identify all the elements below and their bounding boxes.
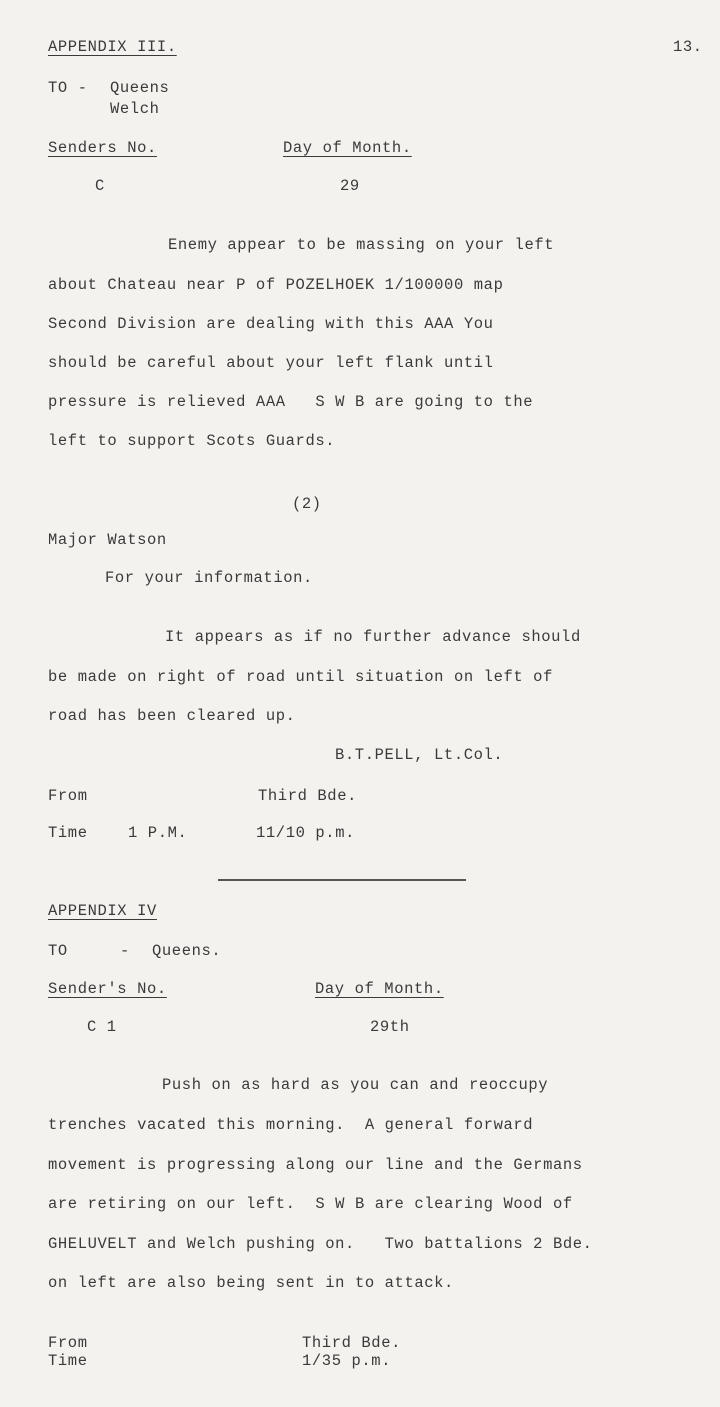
- message-line: left to support Scots Guards.: [48, 432, 336, 450]
- time-value: 1/35 p.m.: [302, 1352, 392, 1370]
- senders-no-label: Sender's No.: [48, 980, 167, 998]
- message-line: pressure is relieved AAA S W B are going to the: [48, 393, 534, 411]
- message-line: Second Division are dealing with this AAA You: [48, 315, 494, 333]
- signature: B.T.PELL, Lt.Col.: [335, 746, 504, 764]
- message-line: be made on right of road until situation on left of: [48, 668, 553, 686]
- senders-no-label: Senders No.: [48, 139, 157, 157]
- page-number: 13.: [673, 38, 703, 56]
- to-label: TO -: [48, 79, 88, 97]
- time-label: Time: [48, 824, 88, 842]
- to-dash: -: [120, 942, 130, 960]
- senders-no-value: C: [95, 177, 105, 195]
- from-label: From: [48, 1334, 88, 1352]
- message-line: It appears as if no further advance should: [165, 628, 581, 646]
- message-line: about Chateau near P of POZELHOEK 1/100000 map: [48, 276, 504, 294]
- part-number: (2): [292, 495, 322, 513]
- appendix-iv-heading: APPENDIX IV: [48, 902, 157, 920]
- to-label: TO: [48, 942, 68, 960]
- fyi-line: For your information.: [105, 569, 313, 587]
- message-line: Enemy appear to be massing on your left: [168, 236, 555, 254]
- message-line: on left are also being sent in to attack.: [48, 1274, 454, 1292]
- message-line: movement is progressing along our line and the Germans: [48, 1156, 583, 1174]
- message-line: road has been cleared up.: [48, 707, 296, 725]
- time-label: Time: [48, 1352, 88, 1370]
- appendix-iii-heading: APPENDIX III.: [48, 38, 177, 56]
- time-value-2: 11/10 p.m.: [256, 824, 356, 842]
- addressee: Major Watson: [48, 531, 167, 549]
- day-of-month-label: Day of Month.: [283, 139, 412, 157]
- day-of-month-value: 29th: [370, 1018, 410, 1036]
- to-recipient-1: Queens: [110, 79, 170, 97]
- from-label: From: [48, 787, 88, 805]
- message-line: trenches vacated this morning. A general forward: [48, 1116, 534, 1134]
- message-line: GHELUVELT and Welch pushing on. Two battalions 2 Bde.: [48, 1235, 593, 1253]
- day-of-month-value: 29: [340, 177, 360, 195]
- to-recipient: Queens.: [152, 942, 222, 960]
- from-value: Third Bde.: [302, 1334, 402, 1352]
- from-value: Third Bde.: [258, 787, 358, 805]
- to-recipient-2: Welch: [110, 100, 160, 118]
- day-of-month-label: Day of Month.: [315, 980, 444, 998]
- time-value: 1 P.M.: [128, 824, 188, 842]
- message-line: are retiring on our left. S W B are clearing Wood of: [48, 1195, 573, 1213]
- message-line: should be careful about your left flank until: [48, 354, 494, 372]
- section-divider: [218, 879, 466, 881]
- senders-no-value: C 1: [87, 1018, 117, 1036]
- message-line: Push on as hard as you can and reoccupy: [162, 1076, 549, 1094]
